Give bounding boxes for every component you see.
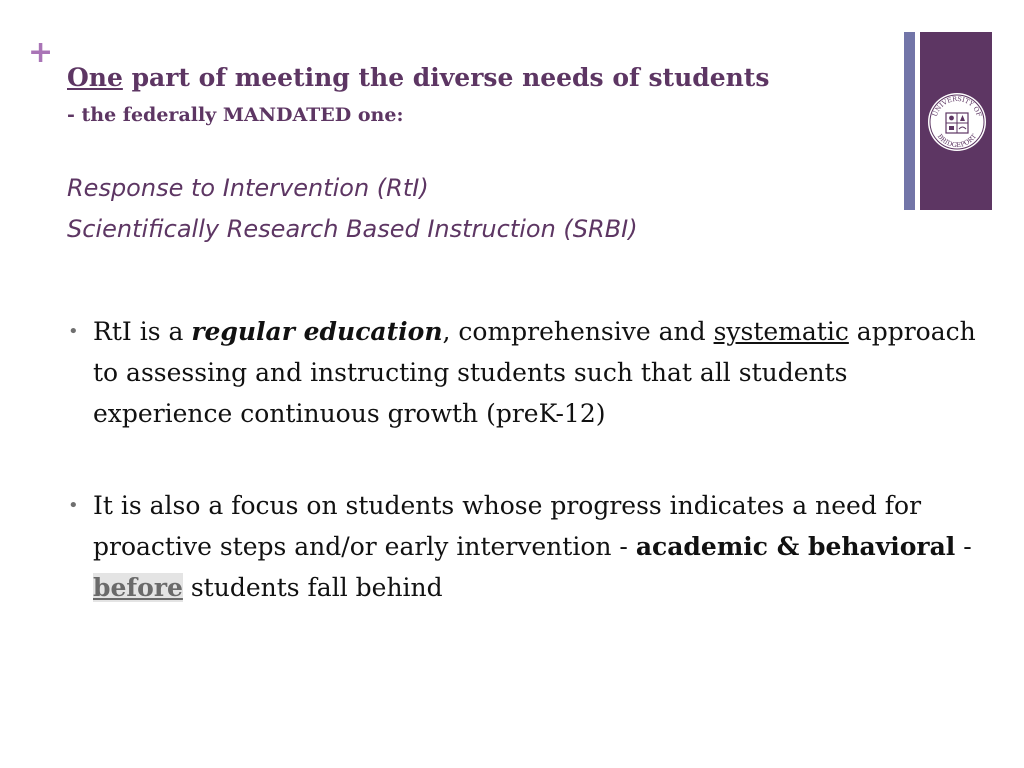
university-logo <box>904 32 992 210</box>
university-seal-icon <box>927 92 987 152</box>
bullet-text: , comprehensive and <box>442 317 714 346</box>
seal-text-top: UNIVERSITY OF <box>930 94 984 118</box>
bullet-emphasis: academic & behavioral <box>635 532 956 561</box>
list-item <box>66 311 976 434</box>
seal-text-bottom: BRIDGEPORT <box>935 132 979 150</box>
bullet-text: RtI is a <box>93 317 192 346</box>
before-link[interactable]: before <box>93 573 183 602</box>
bullet-text: It is also a focus on students whose progress indicates a need for proactive steps and/or early intervention - <box>93 491 922 561</box>
title-text: part of meeting the diverse needs of students <box>122 63 770 92</box>
logo-stripe <box>904 32 915 210</box>
slide-title <box>67 63 907 93</box>
rti-heading: Response to Intervention (RtI) <box>67 174 429 202</box>
bullet-list <box>66 311 976 608</box>
bullet-text: - <box>955 532 972 561</box>
bullet-marker: • <box>68 495 79 516</box>
bullet-underlined: systematic <box>713 317 849 346</box>
bullet-marker: • <box>68 321 79 342</box>
plus-icon: + <box>28 35 54 70</box>
slide-subtitle: - the federally MANDATED one: <box>67 104 404 126</box>
title-emphasis: One <box>67 63 123 92</box>
bullet-text: approach to assessing and instructing students such that all students experience continuous growth (preK-12) <box>93 317 976 428</box>
list-item <box>66 485 976 608</box>
srbi-heading: Scientifically Research Based Instruction (SRBI) <box>67 215 638 243</box>
bullet-text: students fall behind <box>182 573 443 602</box>
bullet-emphasis: regular education <box>191 317 443 346</box>
